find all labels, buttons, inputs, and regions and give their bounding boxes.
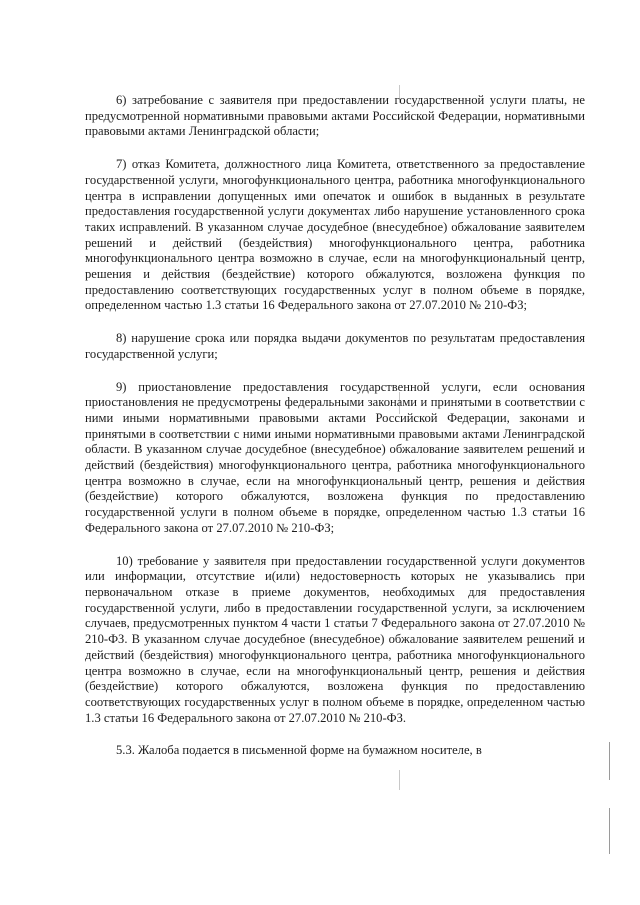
paragraph-item-6: 6) затребование с заявителя при предоставлении государственной услуги платы, не предусмотренной нормативными правовыми актами Российской Федерации, нормативными правовыми актами Ленинградской области;	[85, 93, 585, 139]
paragraph-section-5-3: 5.3. Жалоба подается в письменной форме на бумажном носителе, в	[116, 743, 482, 758]
scan-artifact-line	[609, 808, 610, 854]
scan-artifact-line	[399, 770, 400, 790]
paragraph-item-9: 9) приостановление предоставления государственной услуги, если основания приостановления не предусмотрены федеральными законами и принятыми в соответствии с ними иными нормативными правовыми актами Российской Федерации, законами и принятыми в соответствии с ними иными нормативными правовыми актами Ленинградской области. В указанном случае досудебное (внесудебное) обжалование заявителем решений и действий (бездействия) многофункционального центра, работника многофункционального центра возможно в случае, если на многофункциональный центр, решения и действия (бездействие) которого обжалуются, возложена функция по предоставлению государственной услуги в полном объеме в порядке, определенном частью 1.3 статьи 16 Федерального закона от 27.07.2010 № 210-ФЗ;	[85, 379, 585, 535]
scan-artifact-line	[609, 742, 610, 780]
paragraph-item-10: 10) требование у заявителя при предоставлении государственной услуги документов или информации, отсутствие и(или) недостоверность которых не указывались при первоначальном отказе в приеме документов, необходимых для предоставления государственной услуги, либо в предоставлении государственной услуги, за исключением случаев, предусмотренных пунктом 4 части 1 статьи 7 Федерального закона от 27.07.2010 № 210-ФЗ. В указанном случае досудебное (внесудебное) обжалование заявителем решений и действий (бездействия) многофункционального центра, работника многофункционального центра возможно в случае, если на многофункциональный центр, решения и действия (бездействие) которого обжалуются, возложена функция по предоставлению соответствующих государственных услуг в полном объеме в порядке, определенном частью 1.3 статьи 16 Федерального закона от 27.07.2010 № 210-ФЗ.	[85, 553, 585, 725]
document-body	[85, 93, 585, 759]
paragraph-item-8: 8) нарушение срока или порядка выдачи документов по результатам предоставления государственной услуги;	[85, 331, 585, 361]
paragraph-item-7: 7) отказ Комитета, должностного лица Комитета, ответственного за предоставление государственной услуги, многофункционального центра, работника многофункционального центра в исправлении допущенных ими опечаток и ошибок в выданных в результате предоставления государственной услуги документах либо нарушение установленного срока таких исправлений. В указанном случае досудебное (внесудебное) обжалование заявителем решений и действий (бездействия) многофункционального центра, работника многофункционального центра возможно в случае, если на многофункциональный центр, решения и действия (бездействие) которого обжалуются, возложена функция по предоставлению соответствующих государственных услуг в полном объеме в порядке, определенном частью 1.3 статьи 16 Федерального закона от 27.07.2010 № 210-ФЗ;	[85, 157, 585, 313]
